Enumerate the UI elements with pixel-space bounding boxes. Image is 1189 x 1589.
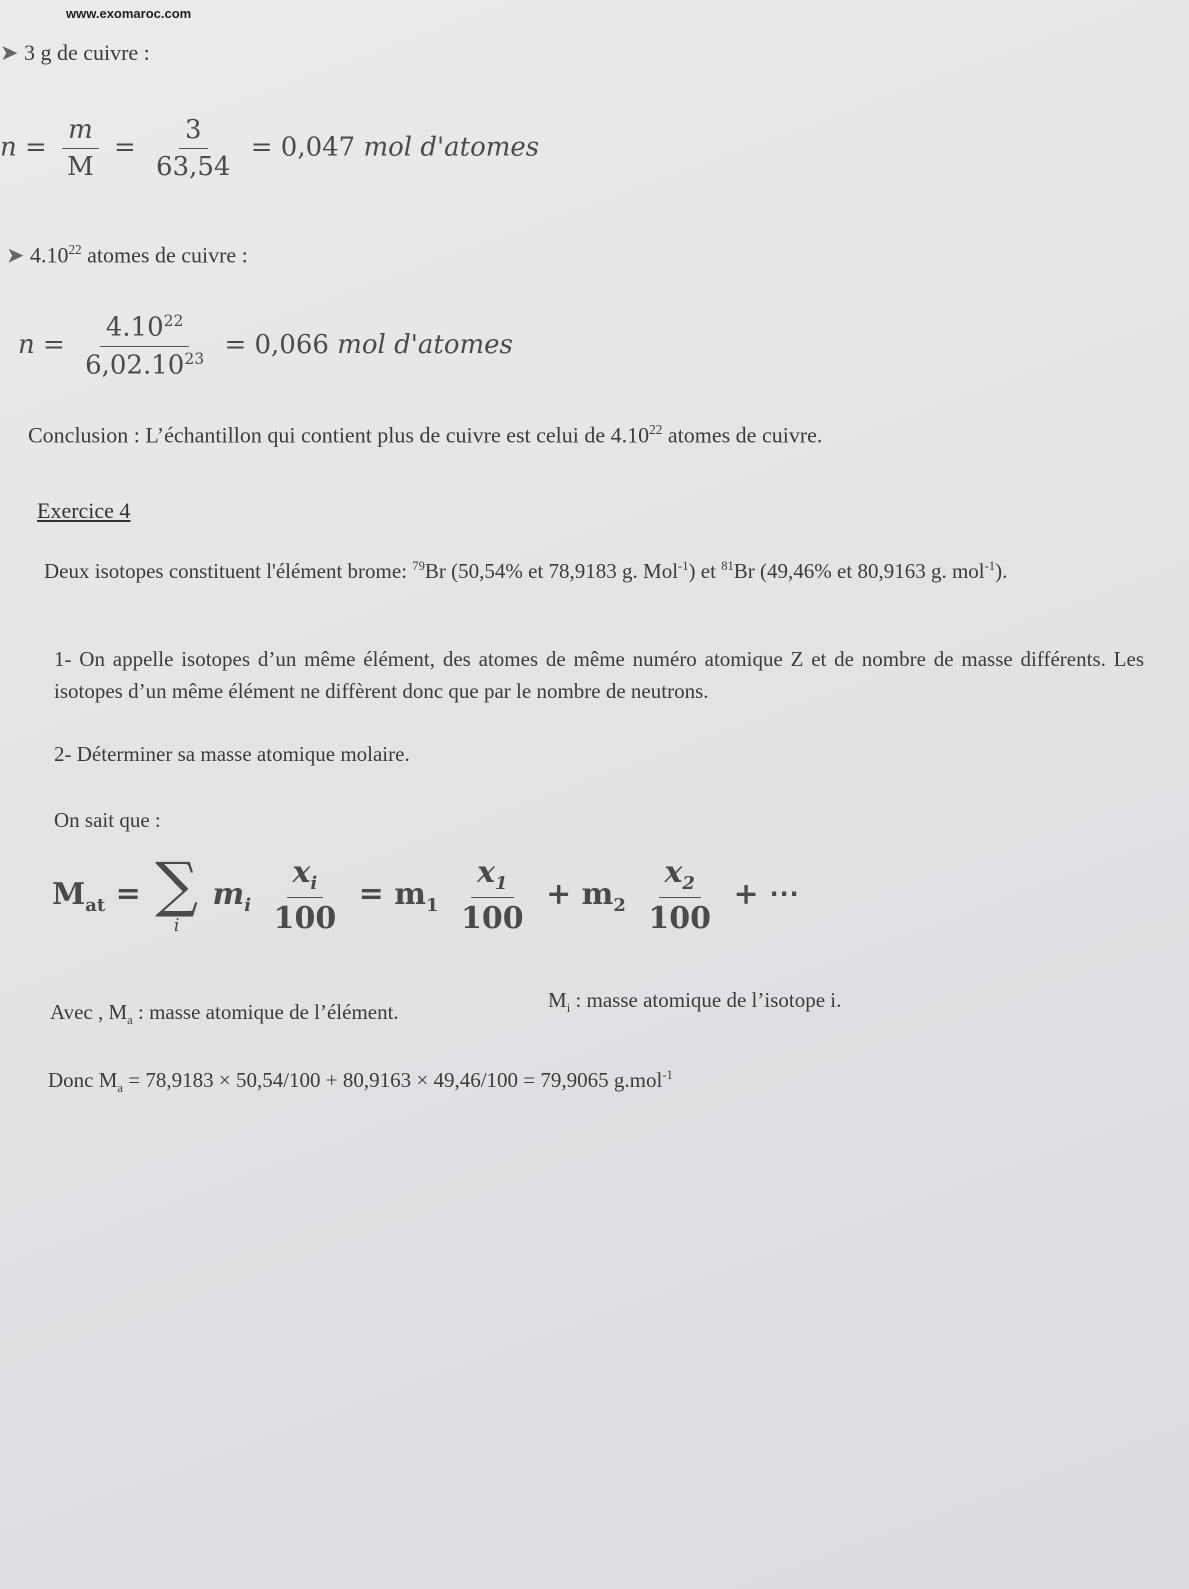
sum-symbol: ∑ i xyxy=(155,850,199,936)
eq2-num: 4.10$^{22}$ xyxy=(100,312,190,347)
eq1-lhs: n xyxy=(0,132,17,163)
equation-1: n = $\frac{m}{M}$ = $\frac{3}{63,54}$ = 0,047 mol d'atomes xyxy=(0,115,540,182)
bullet-item-1 xyxy=(0,40,150,66)
bullet-text: 3 g de cuivre : xyxy=(23,40,150,65)
mi-definition: $M_i$ : masse atomique de l’isotope i. xyxy=(548,988,842,1016)
eq1-frac-1 xyxy=(61,115,100,182)
on-sait-que: On sait que : xyxy=(54,808,161,832)
bullet-arrow-icon: ➤ xyxy=(0,40,19,65)
eq2-den: 6,02.10$^{23}$ xyxy=(85,349,205,381)
exercise-intro: Deux isotopes constituent l'élément brome: $^{79}$Br (50,54% et 78,9183 g. Mol$^{-1}$) et $^{81}$Br (49,46% et 80,9163 g. mol$^{-1}$). xyxy=(44,559,1008,583)
eq1-den2: 63,54 xyxy=(156,152,231,182)
question-2: 2- Déterminer sa masse atomique molaire. xyxy=(54,742,410,766)
question-1: 1- On appelle isotopes d’un même élément, des atomes de même numéro atomique Z et de nombre de masse différents. Les isotopes d’un même élément ne diffèrent donc que par le nombre de neutrons. xyxy=(54,647,1144,703)
eq2-result: = 0,066 xyxy=(224,330,329,361)
eq2-lhs: n xyxy=(18,330,35,361)
bullet-2-text: atomes de cuivre : xyxy=(81,242,248,268)
formula-lhs: $M_{at}$ xyxy=(52,876,106,916)
bullet-item-2 xyxy=(6,242,248,268)
eq1-frac-2 xyxy=(150,115,236,182)
bullet-2-exp: 22 xyxy=(68,242,82,257)
frac-x2: $\frac{x_2}{100}$ xyxy=(648,855,712,936)
frac-xi: $\frac{x_i}{100}$ xyxy=(273,855,337,936)
eq1-result: = 0,047 xyxy=(250,132,356,163)
bullet-arrow-icon: ➤ xyxy=(6,242,25,268)
donc-result: Donc $M_a = 78,9183 \times 50,54/100 + 80,9163 \times 49,46/100 = 79,9065$ g.mol$^{-1}$ xyxy=(48,1068,673,1096)
eq2-unit: mol d'atomes xyxy=(337,330,513,361)
equation-2: n = $\frac{4.10^{22}}{6,02.10^{23}}$ = 0,066 mol d'atomes xyxy=(18,312,513,381)
eq1-num1: m xyxy=(62,115,99,149)
avec-definition: Avec , $M_a$ : masse atomique de l’élément. xyxy=(50,1000,399,1028)
eq1-num2: 3 xyxy=(179,115,208,149)
exercise-title: Exercice 4 xyxy=(37,498,131,523)
eq1-unit: mol d'atomes xyxy=(363,132,540,163)
site-url: www.exomaroc.com xyxy=(66,6,192,21)
frac-x1: $\frac{x_1}{100}$ xyxy=(461,855,524,936)
conclusion: Conclusion : L’échantillon qui contient plus de cuivre est celui de 4.10$^{22}$ atomes de cuivre. xyxy=(28,422,823,448)
isotope-formula: $M_{at}$ = ∑ i $m_i$ $\frac{x_i}{100}$ = $m_1$ $\frac{x_1}{100}$ + $m_2$ $\frac{x_2}{100}$ + ⋯ xyxy=(52,850,800,936)
bullet-2-base: 4.10 xyxy=(29,242,69,268)
eq1-den1: M xyxy=(67,152,94,182)
eq2-frac xyxy=(79,312,210,380)
